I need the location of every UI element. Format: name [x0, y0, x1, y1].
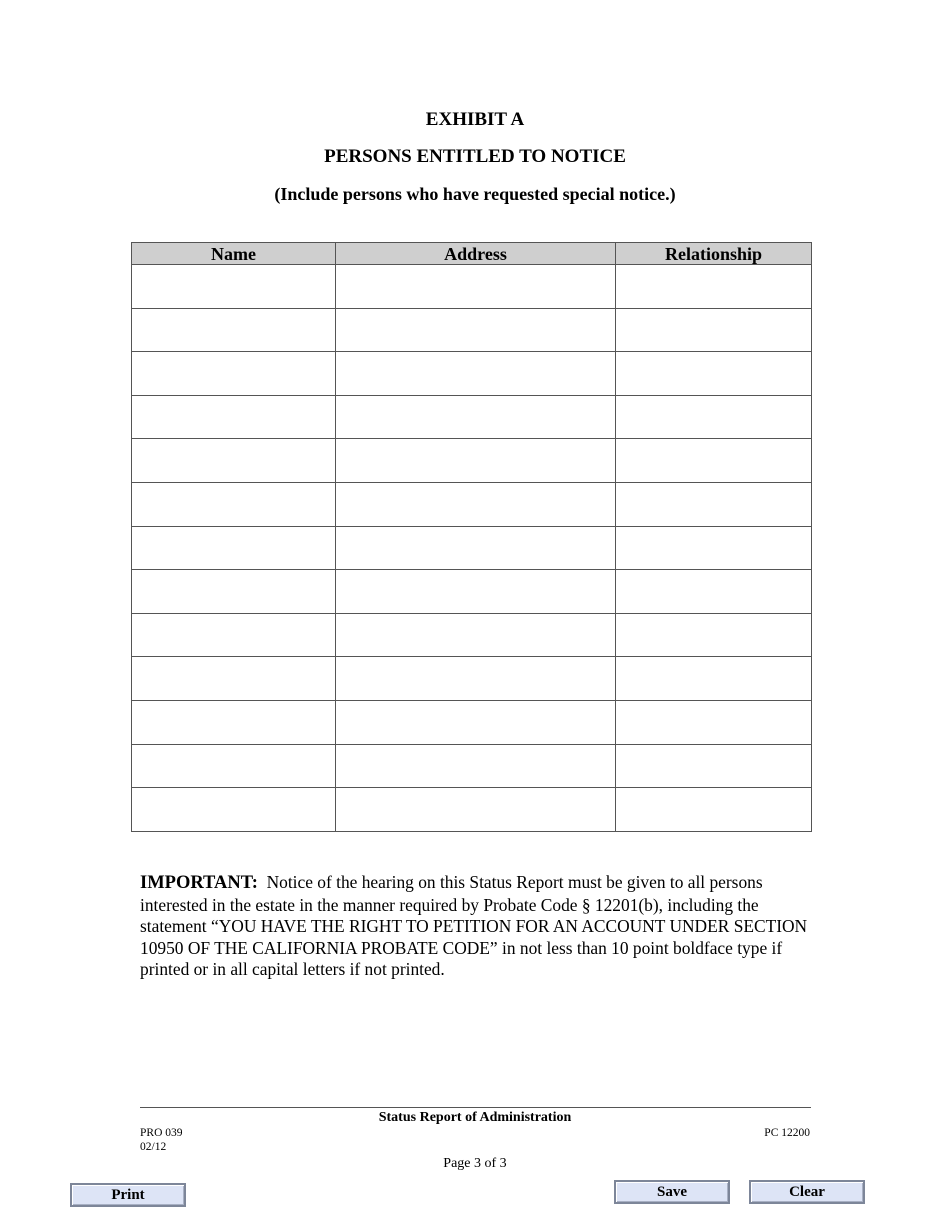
relationship-cell[interactable]	[616, 352, 812, 396]
relationship-cell[interactable]	[616, 482, 812, 526]
name-cell[interactable]	[132, 482, 336, 526]
name-cell[interactable]	[132, 308, 336, 352]
code-reference: PC 12200	[764, 1127, 810, 1139]
relationship-cell[interactable]	[616, 657, 812, 701]
table-row	[132, 395, 812, 439]
name-cell[interactable]	[132, 526, 336, 570]
form-number: PRO 039	[140, 1127, 183, 1139]
important-label: IMPORTANT:	[140, 873, 258, 893]
table-header-row	[132, 243, 812, 265]
form-revision-date: 02/12	[140, 1141, 167, 1153]
address-cell[interactable]	[336, 613, 616, 657]
column-header-address: Address	[336, 243, 616, 265]
name-cell[interactable]	[132, 788, 336, 832]
relationship-cell[interactable]	[616, 308, 812, 352]
table-row	[132, 788, 812, 832]
address-cell[interactable]	[336, 700, 616, 744]
exhibit-note: (Include persons who have requested special notice.)	[274, 184, 676, 204]
relationship-cell[interactable]	[616, 788, 812, 832]
important-notice	[140, 872, 820, 981]
relationship-cell[interactable]	[616, 439, 812, 483]
footer-divider	[140, 1107, 811, 1108]
name-cell[interactable]	[132, 352, 336, 396]
clear-button[interactable]: Clear	[749, 1180, 865, 1204]
save-button[interactable]: Save	[614, 1180, 730, 1204]
exhibit-title: EXHIBIT A	[425, 109, 525, 130]
table-row	[132, 526, 812, 570]
name-cell[interactable]	[132, 657, 336, 701]
address-cell[interactable]	[336, 439, 616, 483]
address-cell[interactable]	[336, 788, 616, 832]
name-cell[interactable]	[132, 265, 336, 309]
relationship-cell[interactable]	[616, 613, 812, 657]
address-cell[interactable]	[336, 308, 616, 352]
relationship-cell[interactable]	[616, 395, 812, 439]
address-cell[interactable]	[336, 657, 616, 701]
relationship-cell[interactable]	[616, 570, 812, 614]
address-cell[interactable]	[336, 526, 616, 570]
column-header-name: Name	[132, 243, 336, 265]
relationship-cell[interactable]	[616, 700, 812, 744]
table-row	[132, 439, 812, 483]
name-cell[interactable]	[132, 439, 336, 483]
address-cell[interactable]	[336, 570, 616, 614]
exhibit-subtitle: PERSONS ENTITLED TO NOTICE	[324, 146, 626, 167]
table-body	[132, 265, 812, 832]
table-row	[132, 352, 812, 396]
address-cell[interactable]	[336, 482, 616, 526]
relationship-cell[interactable]	[616, 744, 812, 788]
name-cell[interactable]	[132, 613, 336, 657]
name-cell[interactable]	[132, 744, 336, 788]
name-cell[interactable]	[132, 395, 336, 439]
address-cell[interactable]	[336, 744, 616, 788]
page-indicator: Page 3 of 3	[443, 1156, 507, 1171]
table-row	[132, 657, 812, 701]
footer-form-title: Status Report of Administration	[378, 1110, 572, 1125]
persons-entitled-table	[131, 242, 812, 832]
table-row	[132, 265, 812, 309]
address-cell[interactable]	[336, 352, 616, 396]
column-header-relationship: Relationship	[616, 243, 812, 265]
table-row	[132, 570, 812, 614]
table-row	[132, 308, 812, 352]
table-row	[132, 700, 812, 744]
address-cell[interactable]	[336, 395, 616, 439]
important-text: Notice of the hearing on this Status Report must be given to all persons interested in the estate in the manner required by Probate Code § 12201(b), including the statement “YOU HAVE THE RIGHT TO PETITION FOR AN ACCOUNT UNDER SECTION 10950 OF THE CALIFORNIA PROBATE CODE” in not less than 10 point boldface type if printed or in all capital letters if not printed.	[140, 872, 808, 979]
relationship-cell[interactable]	[616, 526, 812, 570]
name-cell[interactable]	[132, 570, 336, 614]
table-row	[132, 613, 812, 657]
relationship-cell[interactable]	[616, 265, 812, 309]
print-button[interactable]: Print	[70, 1183, 186, 1207]
table-row	[132, 744, 812, 788]
address-cell[interactable]	[336, 265, 616, 309]
name-cell[interactable]	[132, 700, 336, 744]
table-row	[132, 482, 812, 526]
